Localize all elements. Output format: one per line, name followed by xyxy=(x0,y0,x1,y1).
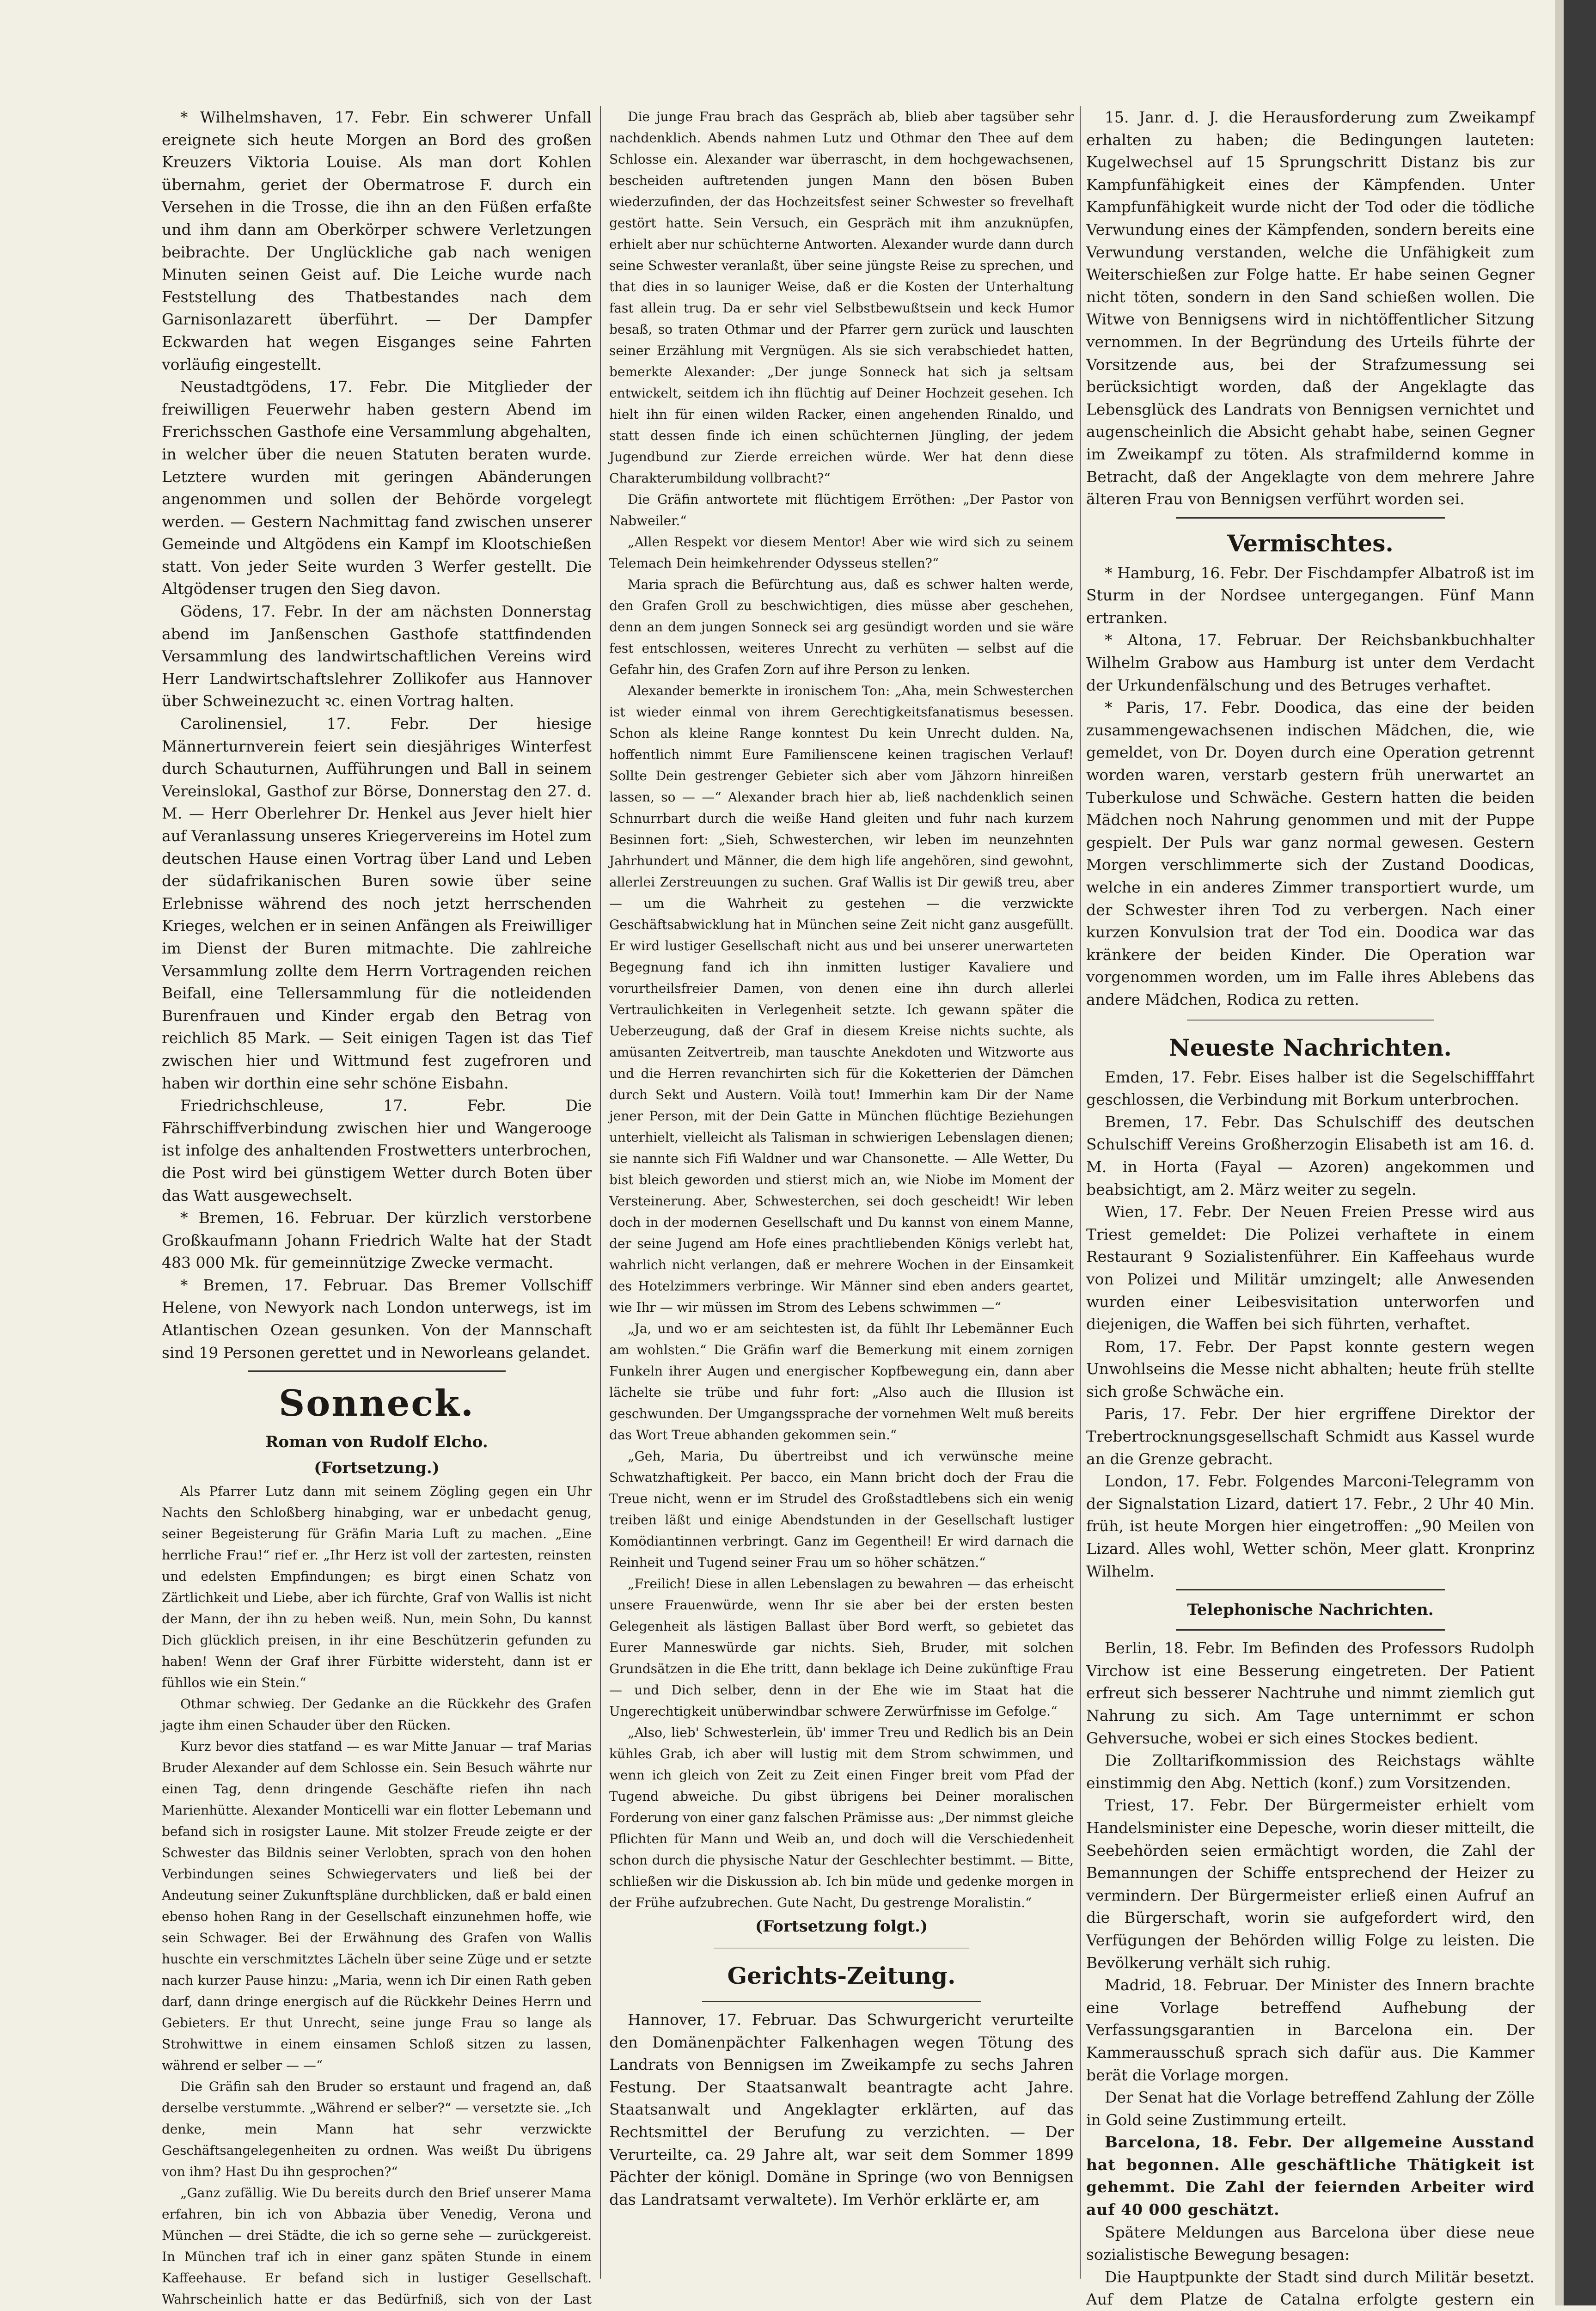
novel-paragraph: Kurz bevor dies statfand — es war Mitte Januar — traf Marias Bruder Alexander auf dem Schlosse ein. Sein Besuch währte nur einen Tag, denn dringende Geschäfte riefen ihn nach Marienhütte. Alexander Monticelli war ein flotter Lebemann und befand sich in rosigster Laune. Mit stolzer Freude zeigte er der Schwester das Bildnis seiner Verlobten, sprach von den hohen Verbindungen seines Schwiegervaters und ließ bei der Andeutung seiner Zukunftspläne durchblicken, daß er bald einen ebenso hohen Rang in der Gesellschaft einzunehmen hoffe, wie sein Schwager. Bei der Erwähnung des Grafen von Wallis huschte ein verschmitztes Lächeln über seine Züge und er setzte nach kurzer Pause hinzu: „Maria, wenn ich Dir einen Rath geben darf, dann dringe energisch auf die Rückkehr Deines Herrn und Gebieters. Er thut Unrecht, seine junge Frau so lange als Strohwittwe in einem einsamen Schloß sitzen zu lassen, während er selber — —“ xyxy=(162,1739,592,2073)
tel-berlin: Berlin, 18. Febr. Im Befinden des Professors Rudolph Virchow ist eine Besserung eingetreten. Der Patient erfreut sich besserer Nachtruhe und nimmt ziemlich gut Nahrung zu sich. Am Tage unternimmt er schon Gehversuche, wobei er sich eines Stockes bedient. xyxy=(1086,1639,1535,1747)
section-rule xyxy=(1176,517,1445,519)
novel-paragraph: „Ganz zufällig. Wie Du bereits durch den Brief unserer Mama erfahren, bin ich von Abbazia über Venedig, Verona und München — drei Städte, die ich so gerne sehe — zurückgereist. In München traf ich in einer ganz späten Stunde in einem Kaffeehause. Er befand sich in lustiger Gesellschaft. Wahrscheinlich hatte er das Bedürfniß, sich von der Last xyxy=(162,2185,592,2307)
article-neustadtgoedens: Neustadtgödens, 17. Febr. Die Mitglieder der freiwilligen Feuerwehr haben gestern Abend im Frerichsschen Gasthofe eine Versammlung abgehalten, in welcher über die neuen Statuten beraten wurde. Letztere wurden mit geringen Abänderungen angenommen und sollen der Behörde vorgelegt werden. — Gestern Nachmittag fand zwischen unserer Gemeinde und Altgödens ein Kampf im Klootschießen statt. Von jeder Seite wurden 3 Werfer gestellt. Die Altgödenser trugen den Sieg davon. xyxy=(162,378,592,598)
article-hamburg: * Hamburg, 16. Febr. Der Fischdampfer Albatroß ist im Sturm in der Nordsee untergegangen. Fünf Mann ertranken. xyxy=(1086,563,1535,627)
tel-senat: Der Senat hat die Vorlage betreffend Zahlung der Zölle in Gold seine Zustimmung erteilt. xyxy=(1086,2088,1535,2129)
page-edge xyxy=(1555,0,1564,2305)
news-bremen: Bremen, 17. Febr. Das Schulschiff des deutschen Schulschiff Vereins Großherzogin Elisabeth ist am 16. d. M. in Horta (Fayal — Azoren) angekommen und beabsichtigt, am 2. März weiter zu segeln. xyxy=(1086,1113,1535,1198)
novel-paragraph: „Freilich! Diese in allen Lebenslagen zu bewahren — das erheischt unsere Frauenwürde, wenn Ihr sie aber bei der ersten besten Gelegenheit als lästigen Ballast über Bord werft, so gebietet das Eurer Manneswürde gar nichts. Sieh, Bruder, mit solchen Grundsätzen in die Ehe tritt, dann beklage ich Deine zukünftige Frau — und Dich selber, denn in der Ehe wie im Staat hat die Ungerechtigkeit unüberwindbar schwere Zerwürfnisse im Gefolge.“ xyxy=(609,1576,1074,1719)
tel-triest: Triest, 17. Febr. Der Bürgermeister erhielt vom Handelsminister eine Depesche, worin dieser mitteilt, die Seebehörden seien ermächtigt worden, die Zahl der Bemannungen der Schiffe entsprechend der Heizer zu vermindern. Der Bürgermeister erließ einen Aufruf an die Bürgerschaft, worin sie aufgefordert wird, den Verfügungen der Behörden willig Folge zu leisten. Die Bevölkerung verhält sich ruhig. xyxy=(1086,1796,1535,1972)
novel-paragraph: „Ja, und wo er am seichtesten ist, da fühlt Ihr Lebemänner Euch am wohlsten.“ Die Gräfin warf die Bemerkung mit einem zornigen Funkeln ihrer Augen und energischer Kopfbewegung ein, dann aber lächelte sie trübe und fuhr fort: „Also auch die Illusion ist geschwunden. Der Umgangssprache der vornehmen Welt muß bereits das Wort Treue abhanden gekommen sein.“ xyxy=(609,1321,1074,1443)
novel-paragraph: Die Gräfin antwortete mit flüchtigem Erröthen: „Der Pastor von Nabweiler.“ xyxy=(609,492,1074,528)
section-rule xyxy=(1176,1589,1445,1590)
article-bremen-2: * Bremen, 17. Februar. Das Bremer Vollschiff Helene, von Newyork nach London unterwegs, ist im Atlantischen Ozean gesunken. Von der Mannschaft sind 19 Personen gerettet und in Neworleans gelandet. xyxy=(162,1276,592,1362)
novel-paragraph: „Also, lieb' Schwesterlein, üb' immer Treu und Redlich bis an Dein kühles Grab, ich aber will lustig mit dem Strom schwimmen, und wenn ich gleich von Zeit zu Zeit einen Finger breit vom Pfad der Tugend abweiche. Du gibst übrigens bei Deiner moralischen Forderung von einer ganz falschen Prämisse aus: „Der nimmst gleiche Pflichten für Mann und Weib an, und doch will die Verschiedenheit schon durch die physische Natur der Geschlechter bestimmt. — Bitte, schließen wir die Diskussion ab. Ich bin müde und gedenke morgen in der Frühe aufzubrechen. Gute Nacht, Du gestrenge Moralistin.“ xyxy=(609,1725,1074,1910)
section-rule xyxy=(1176,1629,1445,1631)
tel-later-reports: Spätere Meldungen aus Barcelona über diese neue sozialistische Bewegung besagen: xyxy=(1086,2223,1535,2264)
novel-title: Sonneck. xyxy=(278,1382,475,1425)
news-paris: Paris, 17. Febr. Der hier ergriffene Direktor der Trebertrocknungsgesellschaft Schmidt aus Kassel wurde an die Grenze gebracht. xyxy=(1086,1405,1535,1468)
article-wilhelmshaven: * Wilhelmshaven, 17. Febr. Ein schwerer Unfall ereignete sich heute Morgen an Bord des großen Kreuzers Viktoria Louise. Als man dort Kohlen übernahm, geriet der Obermatrose F. durch ein Versehen in die Trosse, die ihn an den Füßen erfaßte und ihm dann am Oberkörper schwere Verletzungen beibrachte. Der Unglückliche gab nach wenigen Minuten seinen Geist auf. Die Leiche wurde nach Feststellung des Thatbestandes nach dem Garnisonlazarett überführt. — Der Dampfer Eckwarden hat wegen Eisganges seine Fahrten vorläufig eingestellt. xyxy=(162,108,592,373)
news-wien: Wien, 17. Febr. Der Neuen Freien Presse wird aus Triest gemeldet: Die Polizei verhaftete in einem Restaurant 9 Sozialistenführer. Ein Kaffeehaus wurde von Polizei und Militär umzingelt; alle Anwesenden wurden einer Leibesvisitation unterworfen und diejenigen, die Waffen bei sich führten, verhaftet. xyxy=(1086,1203,1535,1333)
article-goedens: Gödens, 17. Febr. In der am nächsten Donnerstag abend im Janßenschen Gasthofe stattfindenden Versammlung des landwirtschaftlichen Vereins wird Herr Landwirtschaftslehrer Zollikofer aus Hannover über Schweinezucht ꝛc. einen Vortrag halten. xyxy=(162,602,592,710)
news-emden: Emden, 17. Febr. Eises halber ist die Segelschifffahrt geschlossen, die Verbindung mit Borkum unterbrochen. xyxy=(1086,1068,1535,1109)
novel-paragraph: Als Pfarrer Lutz dann mit seinem Zögling gegen ein Uhr Nachts den Schloßberg hinabging, war er unbedacht genug, seiner Begeisterung für Gräfin Maria Luft zu machen. „Eine herrliche Frau!“ rief er. „Ihr Herz ist voll der zartesten, reinsten und edelsten Empfindungen; es birgt einen Schatz von Zärtlichkeit und Liebe, aber ich fürchte, Graf von Wallis ist nicht der Mann, der ihn zu heben weiß. Nun, mein Sohn, Du kannst Dich glücklich preisen, in ihr eine Beschützerin gefunden zu haben! Wenn der Graf ihrer Fürbitte widersteht, dann ist er fühllos wie ein Stein.“ xyxy=(162,1484,592,1691)
section-rule xyxy=(1187,1020,1434,1021)
miscellany-title: Vermischtes. xyxy=(1227,529,1394,557)
news-london: London, 17. Febr. Folgendes Marconi-Telegramm von der Signalstation Lizard, datiert 17. Febr., 2 Uhr 40 Min. früh, ist heute Morgen hier eingetroffen: „90 Meilen von Lizard. Alles wohl, Wetter schön, Meer glatt. Kronprinz Wilhelm. xyxy=(1086,1472,1535,1580)
novel-paragraph: „Allen Respekt vor diesem Mentor! Aber wie wird sich zu seinem Telemach Dein heimkehrender Odysseus stellen?“ xyxy=(609,534,1074,571)
news-rom: Rom, 17. Febr. Der Papst konnte gestern wegen Unwohlseins die Messe nicht abhalten; heute früh stellte sich große Schwäche ein. xyxy=(1086,1337,1535,1400)
novel-paragraph: Alexander bemerkte in ironischem Ton: „Aha, mein Schwesterchen ist wieder einmal von ihrem Gerechtigkeitsfanatismus besessen. Schon als kleine Range konntest Du kein Unrecht dulden. Na, hoffentlich nimmt Eure Familienscene keinen tragischen Verlauf! Sollte Dein gestrenger Gebieter sich aber vom Jähzorn hinreißen lassen, so — —“ Alexander brach hier ab, ließ nachdenklich seinen Schnurrbart durch die weiße Hand gleiten und fuhr nach kurzem Besinnen fort: „Sieh, Schwesterchen, wir leben im neunzehnten Jahrhundert und Männer, die dem high life angehören, sind gewohnt, allerlei Zerstreuungen zu suchen. Graf Wallis ist Dir gewiß treu, aber — um die Wahrheit zu gestehen — die verzwickte Geschäftsabwicklung hat in München seine Zeit nicht ganz ausgefüllt. Er wird lustiger Gesellschaft nicht aus und bei unserer unerwarteten Begegnung fand ich ihn inmitten lustiger Kavaliere und vorurtheilsfreier Damen, von denen eine ihn durch allerlei Vertraulichkeiten in Verlegenheit setzte. Ich gewann später die Ueberzeugung, daß der Graf in diesem Kreise nichts suchte, als amüsanten Zeitvertreib, man tauschte Anekdoten und Witzworte aus und die Herren revanchirten sich für die Koketterien der Dämchen durch Sekt und Austern. Voilà tout! Immerhin kam Dir der Name jener Person, mit der Dein Gatte in München flüchtige Beziehungen unterhielt, vielleicht als Talisman in schwierigen Lebenslagen dienen; sie nannte sich Fifi Waldner und war Chansonette. — Alle Wetter, Du bist bleich geworden und stierst mich an, wie Niobe im Moment der Versteinerung. Aber, Schwesterchen, sei doch gescheidt! Wir leben doch in der modernen Gesellschaft und Du kannst von einem Manne, der seine Jugend am Hofe eines prachtliebenden Königs verlebt hat, wahrlich nicht verlangen, daß er mehrere Wochen in der Einsamkeit des Hotelzimmers verbringe. Wir Männer sind eben anders geartet, wie Ihr — wir müssen im Strom des Lebens schwimmen —“ xyxy=(609,683,1074,1315)
article-court-cont: 15. Janr. d. J. die Herausforderung zum Zweikampf erhalten zu haben; die Bedingungen lauteten: Kugelwechsel auf 15 Sprungschritt Distanz bis zur Kampfunfähigkeit eines der Kämpfenden. Unter Kampfunfähigkeit wurde nicht der Tod oder die tödliche Verwundung eines der Kämpfenden, sondern bereits eine Verwundung verstanden, welche die Unfähigkeit zum Weiterschießen zur Folge hatte. Er habe seinen Gegner nicht töten, sondern in den Sand schießen wollen. Die Witwe von Bennigsens wird in nichtöffentlicher Sitzung vernommen. In der Begründung des Urteils führte der Vorsitzende aus, bei der Strafzumessung sei berücksichtigt worden, daß der Angeklagte das Lebensglück des Landrats von Bennigsen vernichtet und augenscheinlich die Absicht gehabt habe, seinen Gegner im Zweikampf zu töten. Als strafmildernd komme in Betracht, daß der Angeklagte von dem mehrere Jahre älteren Frau von Bennigsen verführt worden sei. xyxy=(1086,108,1535,508)
tel-zolltarif: Die Zolltarifkommission des Reichstags wählte einstimmig den Abg. Nettich (konf.) zum Vorsitzenden. xyxy=(1086,1751,1535,1792)
novel-paragraph: Maria sprach die Befürchtung aus, daß es schwer halten werde, den Grafen Groll zu beschwichtigen, dies müsse aber geschehen, denn an dem jungen Sonneck sei arg gesündigt worden und sie wäre fest entschlossen, weiteres Unrecht zu verhüten — selbst auf die Gefahr hin, des Grafen Zorn auf ihre Person zu lenken. xyxy=(609,577,1074,677)
article-bremen-1: * Bremen, 16. Februar. Der kürzlich verstorbene Großkaufmann Johann Friedrich Walte hat der Stadt 483 000 Mk. für gemeinnützige Zwecke vermacht. xyxy=(162,1209,592,1272)
tel-madrid: Madrid, 18. Februar. Der Minister des Innern brachte eine Vorlage betreffend Aufhebung der Verfassungsgarantien in Barcelona ein. Der Kammerausschuß sprach sich dafür aus. Die Kammer berät die Vorlage morgen. xyxy=(1086,1976,1535,2084)
novel-continuation: (Fortsetzung.) xyxy=(314,1459,440,1478)
novel-paragraph: Die Gräfin sah den Bruder so erstaunt und fragend an, daß derselbe verstummte. „Während er selber?“ — versetzte sie. „Ich denke, mein Mann hat sehr verzwickte Geschäftsangelegenheiten zu ordnen. Was weißt Du übrigens von ihm? Hast Du ihn gesprochen?“ xyxy=(162,2079,592,2180)
telephone-news-title: Telephonische Nachrichten. xyxy=(1187,1601,1434,1620)
column-divider xyxy=(1080,106,1081,2279)
article-paris: * Paris, 17. Febr. Doodica, das eine der beiden zusammengewachsenen indischen Mädchen, die, wie gemeldet, von Dr. Doyen durch eine Operation getrennt worden waren, verstarb gestern früh unerwartet an Tuberkulose und Schwäche. Gestern hatten die beiden Mädchen noch Nahrung genommen und mit der Puppe gespielt. Der Puls war ganz normal gewesen. Gestern Morgen verschlimmerte sich der Zustand Doodicas, welche in ein anderes Zimmer transportiert wurde, um der Schwester ihren Tod zu verbergen. Nach einer kurzen Konvulsion trat der Tod ein. Doodica war das kränkere der beiden Kinder. Die Operation war vorgenommen worden, um im Falle ihres Ablebens das andere Mädchen, Rodica zu retten. xyxy=(1086,698,1535,1009)
novel-paragraph: Die junge Frau brach das Gespräch ab, blieb aber tagsüber sehr nachdenklich. Abends nahmen Lutz und Othmar den Thee auf dem Schlosse ein. Alexander war überrascht, in dem hochgewachsenen, bescheiden auftretenden jungen Mann den bösen Buben wiederzufinden, der das Hochzeitsfest seiner Schwester so frevelhaft gestört hatte. Sein Versuch, ein Gespräch mit ihm anzuknüpfen, erhielt aber nur schüchterne Antworten. Alexander wurde dann durch seine Schwester veranlaßt, über seine jüngste Reise zu sprechen, und that dies in so launiger Weise, daß er die Kosten der Unterhaltung fast allein trug. Da er sehr viel Selbstbewußtsein und keck Humor besaß, so traten Othmar und der Pfarrer gern zurück und lauschten seiner Erzählung mit Vergnügen. Als sie sich verabschiedet hatten, bemerkte Alexander: „Der junge Sonneck hat sich ja seltsam entwickelt, seitdem ich ihn flüchtig auf Deiner Hochzeit gesehen. Ich hielt ihn für einen wilden Racker, einen angehenden Rinaldo, und statt dessen finde ich einen schüchternen Jüngling, der jedem Jugendbund zur Zierde erreichen würde. Wer hat denn diese Charakterumbildung vollbracht?“ xyxy=(609,109,1074,486)
column-middle xyxy=(609,106,1074,2211)
section-rule xyxy=(714,1948,969,1949)
article-hannover: Hannover, 17. Februar. Das Schwurgericht verurteilte den Domänenpächter Falkenhagen wegen Tötung des Landrats von Bennigsen im Zweikampfe zu sechs Jahren Festung. Der Staatsanwalt beantragte acht Jahre. Staatsanwalt und Angeklagter erklärten, auf das Rechtsmittel der Berufung zu verzichten. — Der Verurteilte, ca. 29 Jahre alt, war seit dem Sommer 1899 Pächter der königl. Domäne in Springe (wo von Bennigsen das Landratsamt verwaltete). Im Verhör erklärte er, am xyxy=(609,2011,1074,2208)
novel-paragraph: Othmar schwieg. Der Gedanke an die Rückkehr des Grafen jagte ihm einen Schauder über den Rücken. xyxy=(162,1696,592,1733)
article-altona: * Altona, 17. Februar. Der Reichsbankbuchhalter Wilhelm Grabow aus Hamburg ist unter dem Verdacht der Urkundenfälschung und des Betruges verhaftet. xyxy=(1086,631,1535,694)
section-rule xyxy=(702,2001,981,2002)
latest-news-title: Neueste Nachrichten. xyxy=(1169,1033,1452,1061)
continuation-note: (Fortsetzung folgt.) xyxy=(755,1917,928,1936)
column-left xyxy=(162,106,592,2311)
novel-paragraph: „Geh, Maria, Du übertreibst und ich verwünsche meine Schwatzhaftigkeit. Per bacco, ein Mann bricht doch der Frau die Treue nicht, wenn er im Strudel des Großstadtlebens sich ein wenig treiben läßt und einige Abendstunden in der Gesellschaft lustiger Komödiantinnen verbringt. Ganz im Gegentheil! Er wird darnach die Reinheit und Tugend seiner Frau um so höher schätzen.“ xyxy=(609,1449,1074,1570)
scanner-background xyxy=(1564,0,1596,2305)
column-right xyxy=(1086,106,1535,2311)
section-rule xyxy=(248,1370,506,1372)
court-section-title: Gerichts-Zeitung. xyxy=(727,1962,956,1989)
column-divider xyxy=(600,106,601,2279)
tel-barcelona-details: Die Hauptpunkte der Stadt sind durch Militär besetzt. Auf dem Platze de Catalna erfolgte gestern ein xyxy=(1086,2268,1535,2309)
article-friedrichschleuse: Friedrichschleuse, 17. Febr. Die Fährschiffverbindung zwischen hier und Wangerooge ist infolge des anhaltenden Frostwetters unterbrochen, die Post wird bei günstigem Wetter durch Boten über das Watt ausgewechselt. xyxy=(162,1096,592,1204)
novel-author: Roman von Rudolf Elcho. xyxy=(265,1433,488,1452)
tel-barcelona: Barcelona, 18. Febr. Der allgemeine Ausstand hat begonnen. Alle geschäftliche Thätigkeit ist gehemmt. Die Zahl der feiernden Arbeiter wird auf 40 000 geschätzt. xyxy=(1086,2133,1535,2219)
article-carolinensiel: Carolinensiel, 17. Febr. Der hiesige Männerturnverein feiert sein diesjähriges Winterfest durch Schauturnen, Aufführungen und Ball in seinem Vereinslokal, Gasthof zur Börse, Donnerstag den 27. d. M. — Herr Oberlehrer Dr. Henkel aus Jever hielt hier auf Veranlassung unseres Kriegervereins im Hotel zum deutschen Hause einen Vortrag über Land und Leben der südafrikanischen Buren sowie über seine Erlebnisse während des noch jetzt herrschenden Krieges, welchen er in seinen Anfängen als Freiwilliger im Dienst der Buren mitmachte. Die zahlreiche Versammlung zollte dem Herrn Vortragenden reichen Beifall, eine Tellersammlung für die notleidenden Burenfrauen und Kinder ergab den Betrag von reichlich 85 Mark. — Seit einigen Tagen ist das Tief zwischen hier und Wittmund fest zugefroren und haben wir dorthin eine sehr schöne Eisbahn. xyxy=(162,715,592,1092)
